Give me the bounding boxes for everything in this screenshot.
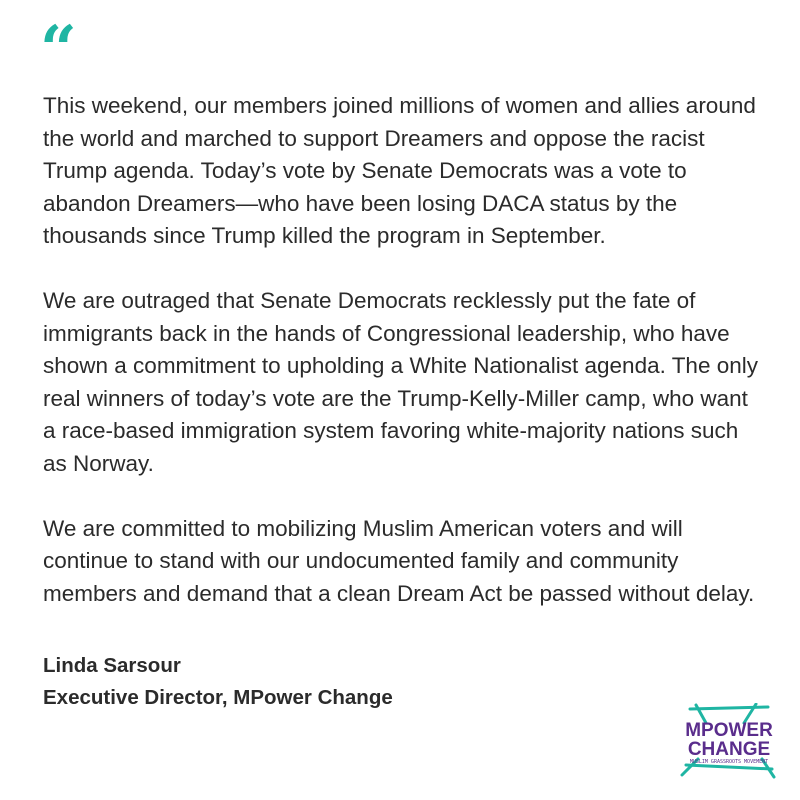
paragraph-2: We are outraged that Senate Democrats recklessly put the fate of immigrants back in the hands of Congressional leadership, who have shown a commitment to upholding a White Nationalist agenda. The only real winners of today’s vote are the Trump-Kelly-Miller camp, who want a race-based immigration system favoring white-majority nations such as Norway. (43, 288, 758, 476)
logo-tagline: MUSLIM GRASSROOTS MOVEMENT (689, 759, 769, 765)
signatory-title: Executive Director, MPower Change (43, 686, 393, 709)
paragraph-3: We are committed to mobilizing Muslim American voters and will continue to stand with our undocumented family and community members and demand that a clean Dream Act be passed without delay. (43, 515, 755, 606)
signature-block (43, 650, 393, 714)
logo-graphic (676, 703, 782, 783)
signatory-name: Linda Sarsour (43, 654, 181, 677)
mpower-change-logo (676, 703, 782, 783)
paragraph-1: This weekend, our members joined millions of women and allies around the world and marched to support Dreamers and oppose the racist Trump agenda. Today’s vote by Senate Democrats was a vote to abandon Dreamers—who have been losing DACA status by the thousands since Trump killed the program in September. (43, 93, 756, 248)
logo-line2: CHANGE (687, 739, 771, 760)
statement-body (43, 90, 763, 643)
logo-line1: MPOWER (685, 720, 773, 741)
quote-mark-icon: “ (40, 12, 73, 87)
